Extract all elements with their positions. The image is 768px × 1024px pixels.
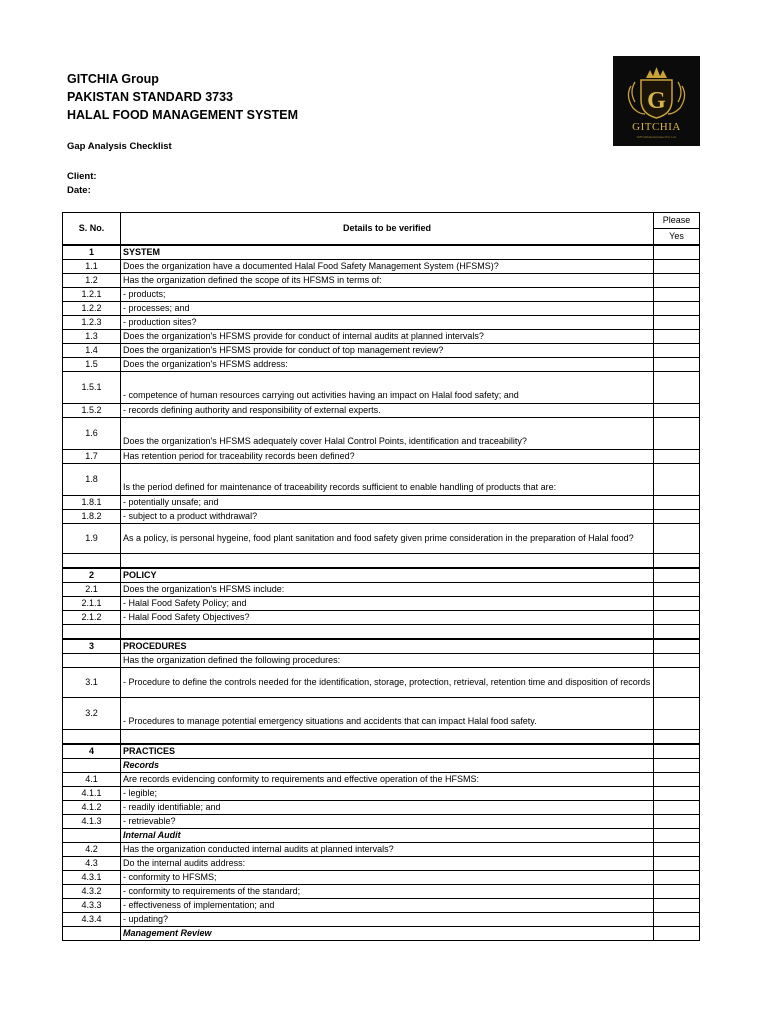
row-details: As a policy, is personal hygeine, food plant sanitation and food safety given prime consideration in the preparation of Halal food? [121, 524, 654, 554]
row-details: - subject to a product withdrawal? [121, 510, 654, 524]
row-details: Has the organization defined the scope of its HFSMS in terms of: [121, 274, 654, 288]
table-row [63, 857, 700, 871]
company-name: GITCHIA Group [67, 72, 159, 86]
row-details: SYSTEM [121, 245, 654, 260]
yes-checkbox-cell[interactable] [654, 450, 700, 464]
table-row [63, 899, 700, 913]
yes-checkbox-cell[interactable] [654, 857, 700, 871]
row-details: - potentially unsafe; and [121, 496, 654, 510]
table-row [63, 829, 700, 843]
row-number: 2 [63, 568, 121, 583]
row-details: Records [121, 759, 654, 773]
row-number: 1.2.3 [63, 316, 121, 330]
table-row [63, 464, 700, 496]
yes-checkbox-cell[interactable] [654, 787, 700, 801]
row-details: Internal Audit [121, 829, 654, 843]
row-number: 1.2 [63, 274, 121, 288]
row-number: 3 [63, 639, 121, 654]
row-number: 4.1.1 [63, 787, 121, 801]
row-details: Does the organization have a documented Halal Food Safety Management System (HFSMS)? [121, 260, 654, 274]
row-number: 4.3.2 [63, 885, 121, 899]
row-number: 1.6 [63, 418, 121, 450]
row-number: 1.8 [63, 464, 121, 496]
row-details: Management Review [121, 927, 654, 941]
yes-checkbox-cell[interactable] [654, 496, 700, 510]
row-number [63, 829, 121, 843]
row-details: - retrievable? [121, 815, 654, 829]
row-details: Does the organization's HFSMS include: [121, 583, 654, 597]
table-row [63, 260, 700, 274]
row-number: 2.1.1 [63, 597, 121, 611]
table-row [63, 611, 700, 625]
row-details: - legible; [121, 787, 654, 801]
yes-checkbox-cell[interactable] [654, 260, 700, 274]
yes-checkbox-cell[interactable] [654, 927, 700, 941]
table-row [63, 496, 700, 510]
row-number: 4.3.1 [63, 871, 121, 885]
table-row [63, 843, 700, 857]
row-details: - updating? [121, 913, 654, 927]
yes-checkbox-cell[interactable] [654, 829, 700, 843]
row-details: - processes; and [121, 302, 654, 316]
row-details: Has the organization defined the following procedures: [121, 654, 654, 668]
yes-checkbox-cell[interactable] [654, 597, 700, 611]
yes-checkbox-cell[interactable] [654, 759, 700, 773]
table-row [63, 510, 700, 524]
table-row [63, 554, 700, 569]
table-row [63, 450, 700, 464]
row-details [121, 625, 654, 640]
col-header-please: Please [654, 213, 700, 229]
row-details: Does the organization's HFSMS provide for conduct of top management review? [121, 344, 654, 358]
yes-checkbox-cell[interactable] [654, 899, 700, 913]
date-label: Date: [67, 185, 91, 196]
yes-checkbox-cell[interactable] [654, 698, 700, 730]
col-header-yes: Yes [654, 228, 700, 245]
row-details: Do the internal audits address: [121, 857, 654, 871]
standard-title: PAKISTAN STANDARD 3733 [67, 90, 233, 104]
table-row [63, 418, 700, 450]
svg-text:GITCHIA: GITCHIA [632, 121, 681, 133]
table-row [63, 302, 700, 316]
row-details: Does the organization's HFSMS adequately cover Halal Control Points, identification and traceability? [121, 418, 654, 450]
table-row [63, 730, 700, 745]
client-label: Client: [67, 171, 97, 182]
yes-checkbox-cell[interactable] [654, 404, 700, 418]
row-details: PRACTICES [121, 744, 654, 759]
row-number: 1.4 [63, 344, 121, 358]
yes-checkbox-cell[interactable] [654, 625, 700, 640]
row-details: Is the period defined for maintenance of traceability records sufficient to enable handling of products that are: [121, 464, 654, 496]
table-row [63, 372, 700, 404]
yes-checkbox-cell[interactable] [654, 843, 700, 857]
row-details: - Halal Food Safety Policy; and [121, 597, 654, 611]
table-row [63, 871, 700, 885]
row-details [121, 554, 654, 569]
yes-checkbox-cell[interactable] [654, 372, 700, 404]
yes-checkbox-cell[interactable] [654, 418, 700, 450]
yes-checkbox-cell[interactable] [654, 288, 700, 302]
yes-checkbox-cell[interactable] [654, 510, 700, 524]
row-number: 4.2 [63, 843, 121, 857]
table-row [63, 773, 700, 787]
row-number [63, 730, 121, 745]
row-number [63, 654, 121, 668]
row-number: 1.1 [63, 260, 121, 274]
yes-checkbox-cell[interactable] [654, 358, 700, 372]
table-row [63, 815, 700, 829]
table-row [63, 274, 700, 288]
table-row [63, 801, 700, 815]
yes-checkbox-cell[interactable] [654, 554, 700, 569]
yes-checkbox-cell[interactable] [654, 815, 700, 829]
yes-checkbox-cell[interactable] [654, 464, 700, 496]
row-details: - conformity to HFSMS; [121, 871, 654, 885]
row-number: 4.1.3 [63, 815, 121, 829]
yes-checkbox-cell[interactable] [654, 913, 700, 927]
row-details: - conformity to requirements of the standard; [121, 885, 654, 899]
row-number: 4.3.4 [63, 913, 121, 927]
table-row [63, 344, 700, 358]
row-number: 1.7 [63, 450, 121, 464]
row-number [63, 927, 121, 941]
yes-checkbox-cell[interactable] [654, 568, 700, 583]
row-details: Does the organization's HFSMS provide for conduct of internal audits at planned intervals? [121, 330, 654, 344]
table-row [63, 583, 700, 597]
row-details: POLICY [121, 568, 654, 583]
row-number: 2.1.2 [63, 611, 121, 625]
yes-checkbox-cell[interactable] [654, 344, 700, 358]
row-number: 1.5 [63, 358, 121, 372]
row-number: 4.3.3 [63, 899, 121, 913]
table-row [63, 759, 700, 773]
yes-checkbox-cell[interactable] [654, 801, 700, 815]
table-row [63, 639, 700, 654]
row-number: 4.3 [63, 857, 121, 871]
gap-analysis-table [62, 212, 700, 941]
yes-checkbox-cell[interactable] [654, 744, 700, 759]
table-row [63, 698, 700, 730]
table-row [63, 524, 700, 554]
yes-checkbox-cell[interactable] [654, 583, 700, 597]
row-details: - records defining authority and responsibility of external experts. [121, 404, 654, 418]
yes-checkbox-cell[interactable] [654, 524, 700, 554]
row-details: - Procedure to define the controls needed for the identification, storage, protection, retrieval, retention time and disposition of records [121, 668, 654, 698]
company-logo [613, 56, 700, 146]
row-number: 1.2.2 [63, 302, 121, 316]
row-details: - Procedures to manage potential emergency situations and accidents that can impact Halal food safety. [121, 698, 654, 730]
table-row [63, 927, 700, 941]
row-number [63, 759, 121, 773]
row-details: - production sites? [121, 316, 654, 330]
row-details: - Halal Food Safety Objectives? [121, 611, 654, 625]
document-title: Gap Analysis Checklist [67, 141, 172, 152]
yes-checkbox-cell[interactable] [654, 274, 700, 288]
table-row [63, 654, 700, 668]
table-row [63, 316, 700, 330]
row-details: - products; [121, 288, 654, 302]
row-number: 1.8.1 [63, 496, 121, 510]
table-row [63, 597, 700, 611]
yes-checkbox-cell[interactable] [654, 330, 700, 344]
col-header-details: Details to be verified [121, 213, 654, 246]
table-row [63, 625, 700, 640]
row-details: Has the organization conducted internal audits at planned intervals? [121, 843, 654, 857]
row-details: PROCEDURES [121, 639, 654, 654]
row-details: Are records evidencing conformity to requirements and effective operation of the HFSMS: [121, 773, 654, 787]
row-number: 1.9 [63, 524, 121, 554]
table-row [63, 358, 700, 372]
table-row [63, 885, 700, 899]
yes-checkbox-cell[interactable] [654, 885, 700, 899]
yes-checkbox-cell[interactable] [654, 611, 700, 625]
row-details: - effectiveness of implementation; and [121, 899, 654, 913]
row-number: 1.5.2 [63, 404, 121, 418]
row-number: 1 [63, 245, 121, 260]
row-details: Does the organization's HFSMS address: [121, 358, 654, 372]
svg-text:G: G [647, 88, 666, 114]
system-title: HALAL FOOD MANAGEMENT SYSTEM [67, 108, 299, 122]
yes-checkbox-cell[interactable] [654, 316, 700, 330]
table-row [63, 288, 700, 302]
row-number: 4 [63, 744, 121, 759]
row-number: 3.1 [63, 668, 121, 698]
table-header-row [63, 213, 700, 229]
row-number: 4.1 [63, 773, 121, 787]
col-header-sno: S. No. [63, 213, 121, 246]
row-number: 1.3 [63, 330, 121, 344]
yes-checkbox-cell[interactable] [654, 730, 700, 745]
yes-checkbox-cell[interactable] [654, 871, 700, 885]
table-row [63, 330, 700, 344]
yes-checkbox-cell[interactable] [654, 639, 700, 654]
row-number: 1.5.1 [63, 372, 121, 404]
row-number [63, 625, 121, 640]
table-row [63, 787, 700, 801]
table-row [63, 404, 700, 418]
table-row [63, 245, 700, 260]
row-number [63, 554, 121, 569]
table-row [63, 913, 700, 927]
table-row [63, 668, 700, 698]
row-details: - competence of human resources carrying out activities having an impact on Halal food safety; and [121, 372, 654, 404]
row-number: 2.1 [63, 583, 121, 597]
yes-checkbox-cell[interactable] [654, 245, 700, 260]
row-number: 3.2 [63, 698, 121, 730]
row-number: 1.8.2 [63, 510, 121, 524]
yes-checkbox-cell[interactable] [654, 302, 700, 316]
crest-icon [613, 56, 700, 146]
row-details [121, 730, 654, 745]
table-row [63, 744, 700, 759]
row-details: Has retention period for traceability records been defined? [121, 450, 654, 464]
row-number: 4.1.2 [63, 801, 121, 815]
yes-checkbox-cell[interactable] [654, 668, 700, 698]
svg-text:GITCHIA Enterprises Pvt. Ltd.: GITCHIA Enterprises Pvt. Ltd. [636, 135, 677, 139]
yes-checkbox-cell[interactable] [654, 773, 700, 787]
row-number: 1.2.1 [63, 288, 121, 302]
table-row [63, 568, 700, 583]
yes-checkbox-cell[interactable] [654, 654, 700, 668]
row-details: - readily identifiable; and [121, 801, 654, 815]
